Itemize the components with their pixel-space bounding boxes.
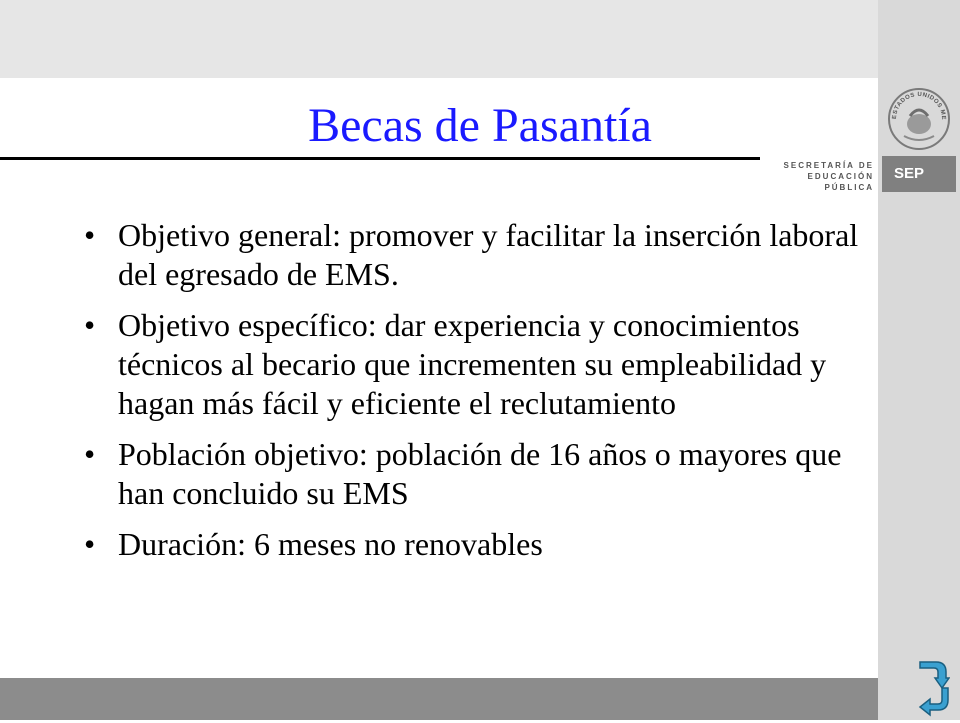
bullet-text: Objetivo general: promover y facilitar la inserción laboral del egresado de EMS. bbox=[118, 217, 859, 292]
bullet-text: Población objetivo: población de 16 años o mayores que han concluido su EMS bbox=[118, 436, 842, 511]
secretaria-label bbox=[762, 160, 874, 193]
secretaria-line2: EDUCACIÓN PÚBLICA bbox=[807, 172, 874, 192]
header-band bbox=[0, 0, 878, 78]
bullet-list bbox=[78, 216, 878, 576]
bullet-item bbox=[78, 525, 878, 564]
slide-title: Becas de Pasantía bbox=[308, 99, 652, 152]
bullet-dot: • bbox=[84, 307, 96, 343]
bullet-item bbox=[78, 306, 878, 423]
bullet-item bbox=[78, 216, 878, 294]
bullet-dot: • bbox=[84, 217, 96, 253]
sep-badge: SEP bbox=[882, 156, 956, 192]
secretaria-line1: SECRETARÍA DE bbox=[783, 161, 874, 170]
bullet-dot: • bbox=[84, 526, 96, 562]
bullet-text: Duración: 6 meses no renovables bbox=[118, 526, 543, 562]
seal-text: ESTADOS UNIDOS ME bbox=[891, 91, 947, 121]
footer-band bbox=[0, 678, 878, 720]
bullet-item bbox=[78, 435, 878, 513]
bullet-text: Objetivo específico: dar experiencia y conocimientos técnicos al becario que incrementen su empleabilidad y hagan más fácil y eficiente el reclutamiento bbox=[118, 307, 827, 421]
title-underline bbox=[0, 157, 760, 160]
bullet-dot: • bbox=[84, 436, 96, 472]
back-arrow-icon[interactable] bbox=[918, 686, 952, 723]
